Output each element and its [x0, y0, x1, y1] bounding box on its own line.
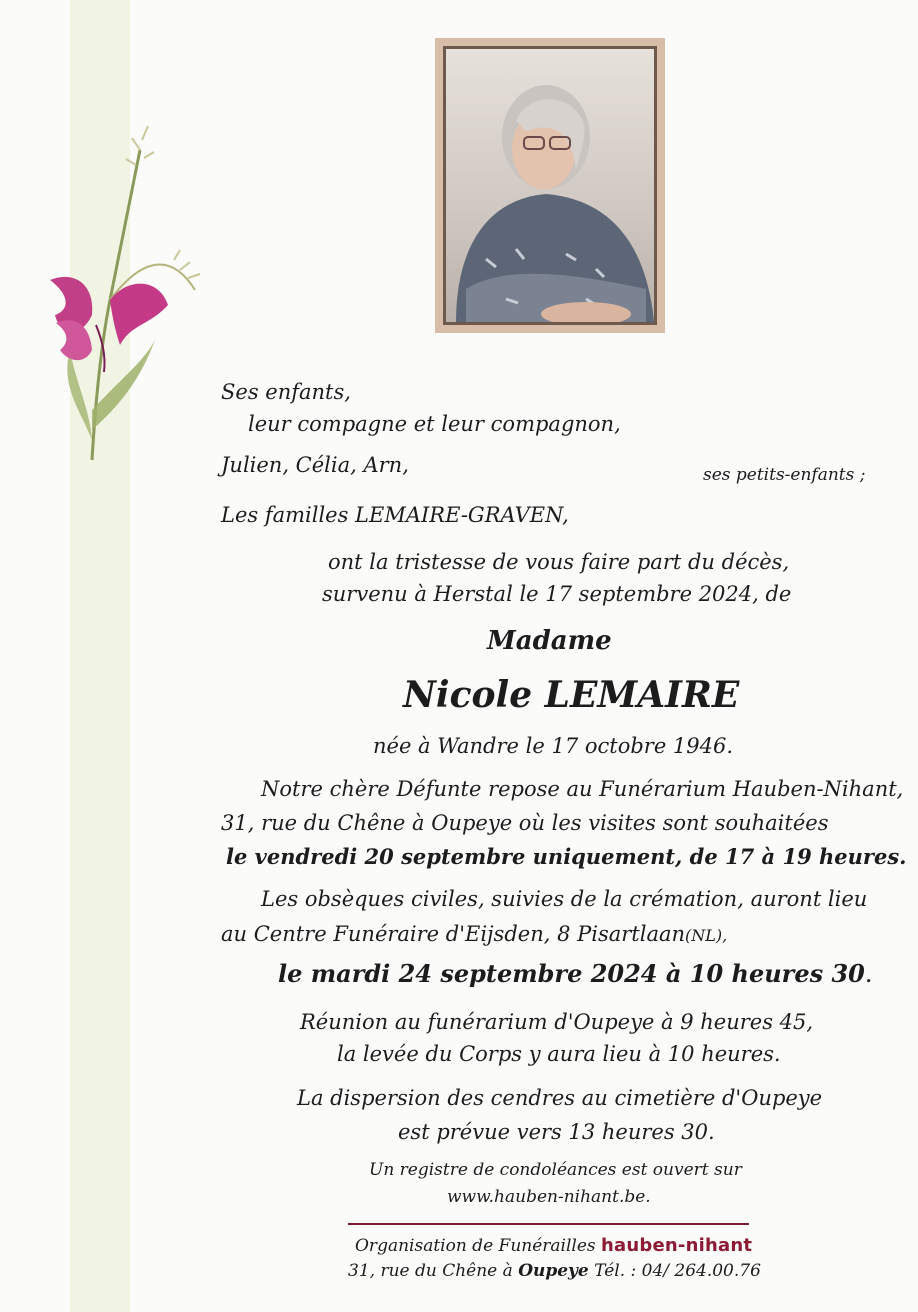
intro-partners: leur compagne et leur compagnon,: [248, 412, 621, 436]
meeting-line-1: Réunion au funérarium d'Oupeye à 9 heures 45,: [300, 1010, 814, 1034]
funeral-date-end: .: [864, 960, 873, 988]
deceased-name: Nicole LEMAIRE: [403, 674, 740, 716]
visitation-date: le vendredi 20 septembre uniquement, de 17 à 19 heures.: [226, 844, 907, 869]
intro-children: Ses enfants,: [221, 380, 351, 404]
ashes-line-1: La dispersion des cendres au cimetière d'Oupeye: [297, 1086, 823, 1110]
funeral-date: [278, 959, 873, 988]
announcement-line-2: survenu à Herstal le 17 septembre 2024, de: [322, 582, 792, 606]
ashes-line-2: est prévue vers 13 heures 30.: [398, 1120, 715, 1144]
brand-logo: hauben-nihant: [601, 1235, 753, 1256]
visitation-line-1: Notre chère Défunte repose au Funérarium Hauben-Nihant,: [261, 777, 904, 801]
funeral-line-2: [221, 924, 727, 945]
registry-line-1: Un registre de condoléances est ouvert sur: [369, 1160, 742, 1180]
footer-phone: Tél. : 04/ 264.00.76: [594, 1261, 761, 1281]
funeral-line-1: Les obsèques civiles, suivies de la crémation, auront lieu: [261, 887, 868, 911]
portrait-photo: [446, 49, 654, 322]
intro-families: Les familles LEMAIRE-GRAVEN,: [221, 503, 569, 527]
deceased-birth: née à Wandre le 17 octobre 1946.: [373, 734, 734, 758]
intro-grandchildren-names: Julien, Célia, Arn,: [221, 453, 409, 477]
calla-lily-illustration: [30, 110, 220, 470]
funeral-location: au Centre Funéraire d'Eijsden, 8 Pisartlaan: [221, 922, 686, 946]
registry-link[interactable]: www.hauben-nihant.be.: [447, 1187, 651, 1207]
portrait-frame: [435, 38, 665, 333]
footer-address-prefix: 31, rue du Chêne à: [348, 1261, 513, 1281]
meeting-line-2: la levée du Corps y aura lieu à 10 heures.: [337, 1042, 781, 1066]
announcement-line-1: ont la tristesse de vous faire part du décès,: [328, 550, 790, 574]
visitation-line-2: 31, rue du Chêne à Oupeye où les visites sont souhaitées: [221, 811, 829, 835]
funeral-country: (NL),: [685, 926, 728, 945]
footer-org-label: Organisation de Funérailles: [355, 1236, 596, 1256]
footer-divider: [348, 1223, 749, 1225]
footer-address: [348, 1263, 761, 1280]
funeral-date-bold: le mardi 24 septembre 2024 à 10 heures 30: [278, 959, 865, 988]
intro-grandchildren-label: ses petits-enfants ;: [703, 465, 866, 485]
footer-address-town: Oupeye: [518, 1261, 589, 1281]
footer-organisation: [355, 1237, 752, 1255]
deceased-title: Madame: [487, 626, 612, 656]
